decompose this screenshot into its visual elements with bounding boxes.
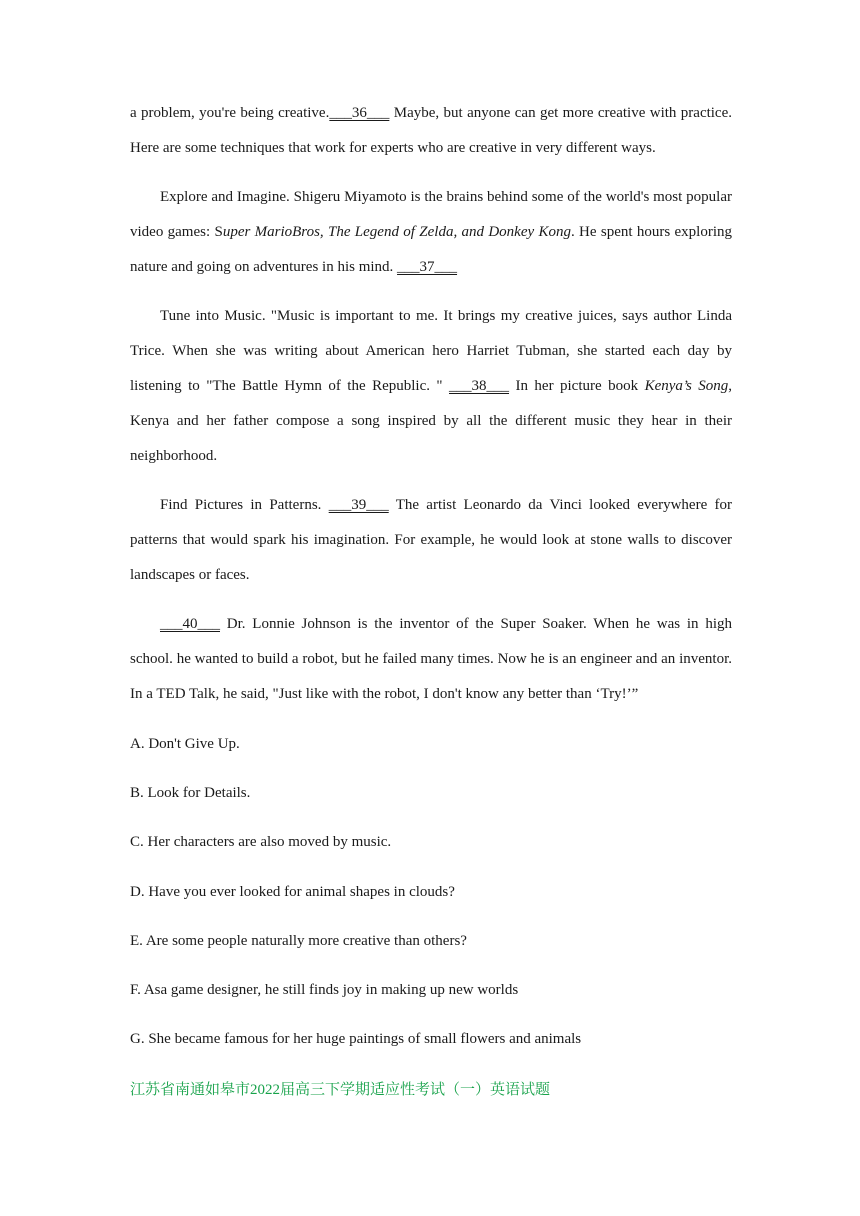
game-titles: uper MarioBros, The Legend of Zelda, and Donkey Kong — [222, 224, 571, 240]
option-a: A. Don't Give Up. — [130, 736, 240, 752]
option-g: G. She became famous for her huge paintings of small flowers and animals — [130, 1031, 582, 1047]
paragraph-dont-give-up — [130, 607, 732, 712]
text: Find Pictures in Patterns. — [160, 497, 329, 513]
paragraph-explore-imagine — [130, 180, 732, 285]
blank-39: ___39___ — [328, 497, 389, 513]
paragraph-find-pictures — [130, 488, 732, 593]
text: Tune into Music. "Music is important to me. It brings my creative juices, says author Linda Trice. When she was writing about American hero Harriet Tubman, she started each day by listening to "The Battle Hymn of the Republic. " — [130, 308, 732, 394]
option-c: C. Her characters are also moved by music. — [130, 834, 392, 850]
text: In her picture book — [509, 378, 645, 394]
paragraph-intro — [130, 96, 732, 166]
text: a problem, you're being creative. — [130, 105, 330, 121]
text: . He spent hours exploring nature and going on adventures in his mind. — [130, 224, 732, 275]
blank-40: ___40___ — [160, 616, 220, 632]
option-e: E. Are some people naturally more creative than others? — [130, 933, 467, 949]
option-f: F. Asa game designer, he still finds joy in making up new worlds — [130, 982, 519, 998]
exam-footer: 江苏省南通如皋市2022届高三下学期适应性考试（一）英语试题 — [130, 1082, 551, 1098]
text: Maybe, but anyone can get more creative with practice. Here are some techniques that work for experts who are creative in very different ways. — [130, 105, 733, 156]
blank-36: ___36___ — [329, 105, 390, 121]
option-d: D. Have you ever looked for animal shapes in clouds? — [130, 884, 455, 900]
book-title: Kenya’s Song — [644, 378, 729, 394]
blank-38: ___38___ — [449, 378, 510, 394]
blank-37: ___37___ — [397, 259, 458, 275]
paragraph-tune-into-music — [130, 299, 732, 474]
option-b: B. Look for Details. — [130, 785, 251, 801]
text: The artist Leonardo da Vinci looked everywhere for patterns that would spark his imagination. For example, he would look at stone walls to discover landscapes or faces. — [130, 497, 732, 583]
text: Dr. Lonnie Johnson is the inventor of the Super Soaker. When he was in high school. he wanted to build a robot, but he failed many times. Now he is an engineer and an inventor. In a TED Talk, he said, "Just like with the robot, I don't know any better than ‘Try!’” — [130, 616, 732, 702]
text: , Kenya and her father compose a song inspired by all the different music they hear in their neighborhood. — [130, 378, 732, 464]
text: Explore and Imagine. Shigeru Miyamoto is the brains behind some of the world's most popular video games: S — [130, 189, 732, 240]
